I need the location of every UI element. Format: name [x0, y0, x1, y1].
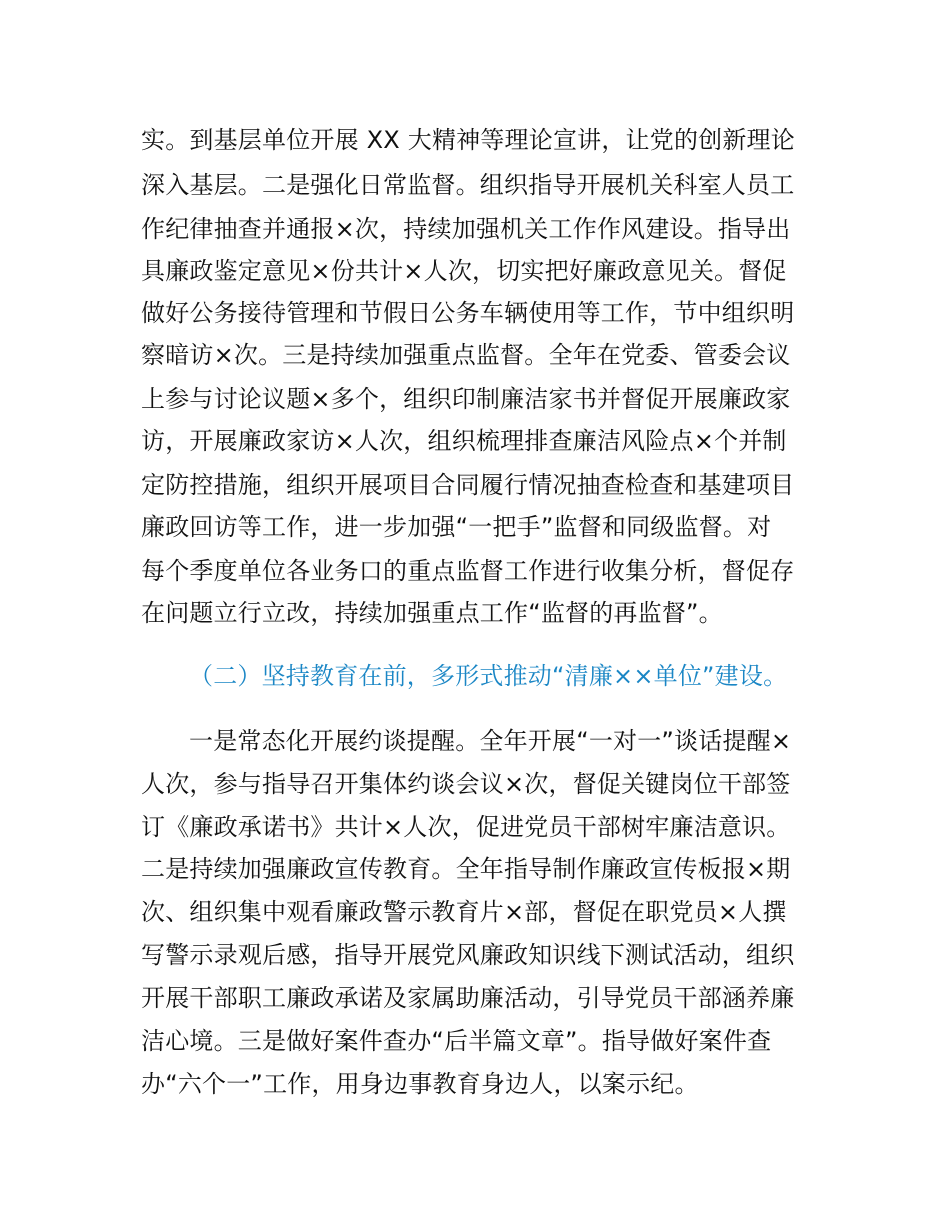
paragraph-line: 深入基层。二是强化日常监督。组织指导开展机关科室人员工 — [141, 171, 795, 199]
paragraph-line: 实。到基层单位开展 XX 大精神等理论宣讲，让党的创新理论 — [141, 126, 795, 154]
paragraph-line: 作纪律抽查并通报×次，持续加强机关工作作风建设。指导出 — [141, 215, 791, 243]
section-heading: （二）坚持教育在前，多形式推动“清廉××单位”建设。 — [189, 662, 788, 690]
paragraph-line: 写警示录观后感，指导开展党风廉政知识线下测试活动，组织 — [141, 941, 795, 969]
paragraph-line: 洁心境。三是做好案件查办“后半篇文章”。指导做好案件查 — [141, 1027, 772, 1055]
paragraph-line: 一是常态化开展约谈提醒。全年开展“一对一”谈话提醒× — [189, 727, 792, 755]
paragraph-line: 办“六个一”工作，用身边事教育身边人，以案示纪。 — [141, 1070, 699, 1098]
paragraph-line: 上参与讨论议题×多个，组织印制廉洁家书并督促开展廉政家 — [141, 385, 791, 413]
paragraph-line: 开展干部职工廉政承诺及家属助廉活动，引导党员干部涵养廉 — [141, 984, 795, 1012]
paragraph-line: 订《廉政承诺书》共计×人次，促进党员干部树牢廉洁意识。 — [141, 813, 791, 841]
paragraph-line: 定防控措施，组织开展项目合同履行情况抽查检查和基建项目 — [141, 471, 795, 499]
paragraph-line: 人次，参与指导召开集体约谈会议×次，督促关键岗位干部签 — [141, 770, 791, 798]
paragraph-line: 二是持续加强廉政宣传教育。全年指导制作廉政宣传板报×期 — [141, 855, 791, 883]
paragraph-line: 次、组织集中观看廉政警示教育片×部，督促在职党员×人撰 — [141, 898, 787, 926]
paragraph-line: 廉政回访等工作，进一步加强“一把手”监督和同级监督。对 — [141, 513, 772, 541]
paragraph-line: 在问题立行立改，持续加强重点工作“监督的再监督”。 — [141, 599, 723, 627]
paragraph-line: 察暗访×次。三是持续加强重点监督。全年在党委、管委会议 — [141, 341, 791, 369]
paragraph-line: 访，开展廉政家访×人次，组织梳理排查廉洁风险点×个并制 — [141, 427, 787, 455]
paragraph-line: 具廉政鉴定意见×份共计×人次，切实把好廉政意见关。督促 — [141, 257, 787, 285]
paragraph-line: 每个季度单位各业务口的重点监督工作进行收集分析，督促存 — [141, 557, 795, 585]
paragraph-line: 做好公务接待管理和节假日公务车辆使用等工作，节中组织明 — [141, 299, 795, 327]
